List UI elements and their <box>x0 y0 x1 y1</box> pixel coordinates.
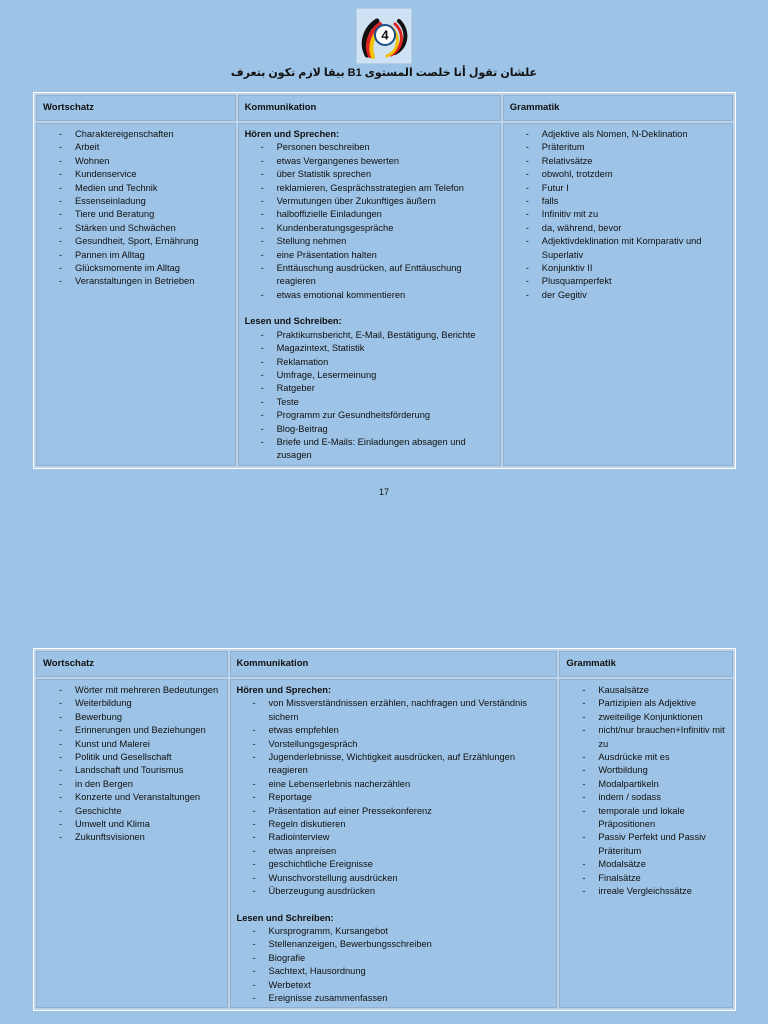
lesen-schreiben-title: Lesen und Schreiben: <box>244 316 342 327</box>
list-item: - Partizipien als Adjektive <box>564 697 728 710</box>
list-item: - Futur I <box>508 182 728 195</box>
page-number: 17 <box>378 487 389 497</box>
list-item: - Adjektivdeklination mit Komparativ und Superlativ <box>508 235 728 262</box>
list-item: - Reklamation <box>243 356 496 369</box>
header-wortschatz: Wortschatz <box>36 95 236 121</box>
list-item: - Glücksmomente im Alltag <box>41 262 231 275</box>
list-item: - Umfrage, Lesermeinung <box>243 369 496 382</box>
list-item: - Werbetext <box>235 979 553 992</box>
list-item: - Ausdrücke mit es <box>564 751 728 764</box>
header-grammatik: Grammatik <box>503 95 733 121</box>
list-item: - Personen beschreiben <box>243 141 496 154</box>
list-item: - Relativsätze <box>508 155 728 168</box>
list-item: - Kundenberatungsgespräche <box>243 222 496 235</box>
curriculum-table-2 <box>33 648 736 1011</box>
list-item: - über Statistik sprechen <box>243 168 496 181</box>
header-wortschatz: Wortschatz <box>36 651 228 677</box>
grammatik-list <box>508 128 728 302</box>
list-item: - Vermutungen über Zukunftiges äußern <box>243 195 496 208</box>
list-item: - halboffizielle Einladungen <box>243 208 496 221</box>
list-item: - temporale und lokale Präpositionen <box>564 805 728 832</box>
wortschatz-cell <box>36 123 236 466</box>
list-item: - Landschaft und Tourismus <box>41 764 223 777</box>
list-item: - Präteritum <box>508 141 728 154</box>
list-item: - Sachtext, Hausordnung <box>235 965 553 978</box>
list-item: - Ratgeber <box>243 382 496 395</box>
page-heading: علشان تقول أنا خلصت المستوى B1 بيقا لازم تكون بتعرف <box>230 67 538 79</box>
list-item: - Teste <box>243 396 496 409</box>
list-item: - Charaktereigenschaften <box>41 128 231 141</box>
list-item: - Bewerbung <box>41 711 223 724</box>
list-item: - Modalpartikeln <box>564 778 728 791</box>
list-item: - Programm zur Gesundheitsförderung <box>243 409 496 422</box>
curriculum-table-1 <box>33 92 736 469</box>
list-item: - Kausalsätze <box>564 684 728 697</box>
list-item: - reklamieren, Gesprächsstrategien am Telefon <box>243 182 496 195</box>
list-item: - Politik und Gesellschaft <box>41 751 223 764</box>
list-item: - falls <box>508 195 728 208</box>
list-item: - geschichtliche Ereignisse <box>235 858 553 871</box>
list-item: - Vorstellungsgespräch <box>235 738 553 751</box>
list-item: - Stellenanzeigen, Bewerbungsschreiben <box>235 938 553 951</box>
list-item: - der Gegitiv <box>508 289 728 302</box>
list-item: - Regeln diskutieren <box>235 818 553 831</box>
wortschatz-cell <box>36 679 228 1008</box>
list-item: - Essenseinladung <box>41 195 231 208</box>
list-item: - Infinitiv mit zu <box>508 208 728 221</box>
list-item: - indem / sodass <box>564 791 728 804</box>
list-item: - Kundenservice <box>41 168 231 181</box>
list-item: - in den Bergen <box>41 778 223 791</box>
list-item: - Konjunktiv II <box>508 262 728 275</box>
list-item: - Umwelt und Klima <box>41 818 223 831</box>
list-item: - Weiterbildung <box>41 697 223 710</box>
list-item: - eine Lebenserlebnis nacherzählen <box>235 778 553 791</box>
list-item: - etwas empfehlen <box>235 724 553 737</box>
list-item: - Tiere und Beratung <box>41 208 231 221</box>
list-item: - von Missverständnissen erzählen, nachfragen und Verständnis sichern <box>235 697 553 724</box>
list-item: - etwas anpreisen <box>235 845 553 858</box>
list-item: - Blog-Beitrag <box>243 423 496 436</box>
german-flag-badge-icon <box>356 8 412 64</box>
list-item: - obwohl, trotzdem <box>508 168 728 181</box>
list-item: - Konzerte und Veranstaltungen <box>41 791 223 804</box>
list-item: - Reportage <box>235 791 553 804</box>
list-item: - Überzeugung ausdrücken <box>235 885 553 898</box>
header-kommunikation: Kommunikation <box>238 95 501 121</box>
list-item: - Wunschvorstellung ausdrücken <box>235 872 553 885</box>
list-item: - zweiteilige Konjunktionen <box>564 711 728 724</box>
list-item: - Adjektive als Nomen, N-Deklination <box>508 128 728 141</box>
list-item: - Wortbildung <box>564 764 728 777</box>
list-item: - Zukunftsvisionen <box>41 831 223 844</box>
list-item: - Gesundheit, Sport, Ernährung <box>41 235 231 248</box>
header-kommunikation: Kommunikation <box>230 651 558 677</box>
list-item: - Biografie <box>235 952 553 965</box>
list-item: - Pannen im Alltag <box>41 249 231 262</box>
list-item: - Kunst und Malerei <box>41 738 223 751</box>
header-grammatik: Grammatik <box>559 651 733 677</box>
list-item: - Stellung nehmen <box>243 235 496 248</box>
list-item: - Briefe und E-Mails: Einladungen absagen und zusagen <box>243 436 496 463</box>
list-item: - Erinnerungen und Beziehungen <box>41 724 223 737</box>
list-item: - Stärken und Schwächen <box>41 222 231 235</box>
list-item: - Jugenderlebnisse, Wichtigkeit ausdrücken, auf Erzählungen reagieren <box>235 751 553 778</box>
kommunikation-cell <box>230 679 558 1008</box>
hoeren-sprechen-list <box>243 141 496 302</box>
wortschatz-list <box>41 684 223 845</box>
hoeren-sprechen-title: Hören und Sprechen: <box>236 685 332 695</box>
hoeren-sprechen-list <box>235 697 553 898</box>
list-item: - Geschichte <box>41 805 223 818</box>
list-item: - Arbeit <box>41 141 231 154</box>
wortschatz-list <box>41 128 231 289</box>
list-item: - irreale Vergleichssätze <box>564 885 728 898</box>
list-item: - Wohnen <box>41 155 231 168</box>
list-item: - Medien und Technik <box>41 182 231 195</box>
list-item: - Modalsätze <box>564 858 728 871</box>
logo-number: 4 <box>381 27 389 43</box>
list-item: - Präsentation auf einer Pressekonferenz <box>235 805 553 818</box>
lesen-schreiben-title: Lesen und Schreiben: <box>236 912 334 923</box>
list-item: - nicht/nur brauchen+Infinitiv mit zu <box>564 724 728 751</box>
kommunikation-cell <box>238 123 501 466</box>
list-item: - eine Präsentation halten <box>243 249 496 262</box>
list-item: - Finalsätze <box>564 872 728 885</box>
lesen-schreiben-list <box>243 329 496 463</box>
lesen-schreiben-list <box>235 925 553 1005</box>
grammatik-cell <box>503 123 733 466</box>
list-item: - Praktikumsbericht, E-Mail, Bestätigung, Berichte <box>243 329 496 342</box>
list-item: - Wörter mit mehreren Bedeutungen <box>41 684 223 697</box>
hoeren-sprechen-title: Hören und Sprechen: <box>244 129 340 139</box>
list-item: - etwas emotional kommentieren <box>243 289 496 302</box>
list-item: - etwas Vergangenes bewerten <box>243 155 496 168</box>
list-item: - Enttäuschung ausdrücken, auf Enttäuschung reagieren <box>243 262 496 289</box>
list-item: - Passiv Perfekt und Passiv Präteritum <box>564 831 728 858</box>
list-item: - Veranstaltungen in Betrieben <box>41 275 231 288</box>
list-item: - da, während, bevor <box>508 222 728 235</box>
grammatik-cell <box>559 679 733 1008</box>
list-item: - Radiointerview <box>235 831 553 844</box>
grammatik-list <box>564 684 728 899</box>
list-item: - Magazintext, Statistik <box>243 342 496 355</box>
list-item: - Plusquamperfekt <box>508 275 728 288</box>
list-item: - Ereignisse zusammenfassen <box>235 992 553 1005</box>
list-item: - Kursprogramm, Kursangebot <box>235 925 553 938</box>
